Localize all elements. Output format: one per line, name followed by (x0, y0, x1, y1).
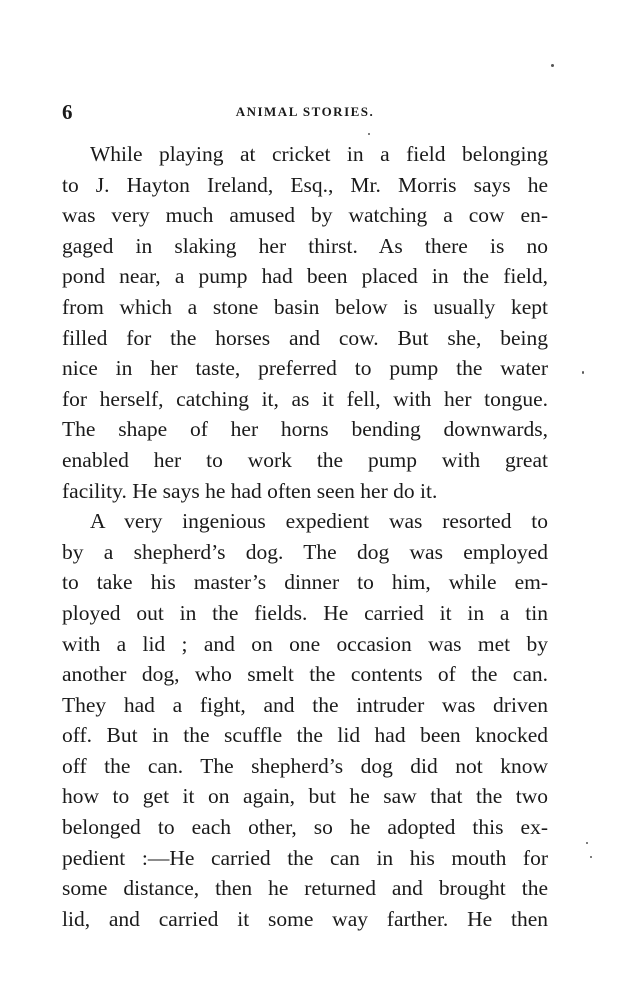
text-line: to take his master’s dinner to him, while em- (62, 570, 548, 595)
text-line: for herself, catching it, as it fell, with her tongue. (62, 386, 548, 411)
print-speck (368, 133, 370, 135)
text-line: was very much amused by watching a cow en- (62, 203, 548, 228)
text-line: pond near, a pump had been placed in the field, (62, 264, 548, 289)
print-speck (590, 856, 592, 858)
text-line: lid, and carried it some way farther. He then (62, 906, 548, 931)
text-line: gaged in slaking her thirst. As there is no (62, 233, 548, 258)
print-speck (582, 371, 584, 374)
text-line: belonged to each other, so he adopted this ex- (62, 815, 548, 840)
text-line: The shape of her horns bending downwards, (62, 417, 548, 442)
text-line: some distance, then he returned and brought the (62, 876, 548, 901)
text-line: ployed out in the fields. He carried it in a tin (62, 600, 548, 625)
running-title: ANIMAL STORIES. (235, 104, 375, 119)
paragraph-cow (62, 139, 548, 506)
text-line: by a shepherd’s dog. The dog was employed (62, 539, 548, 564)
text-line: off the can. The shepherd’s dog did not know (62, 753, 548, 778)
text-line: another dog, who smelt the contents of the can. (62, 662, 548, 687)
print-speck (551, 64, 554, 67)
text-line: enabled her to work the pump with great (62, 447, 548, 472)
text-line: facility. He says he had often seen her do it. (62, 478, 438, 503)
text-line: filled for the horses and cow. But she, being (62, 325, 548, 350)
print-speck (586, 842, 588, 844)
text-line: how to get it on again, but he saw that the two (62, 784, 548, 809)
text-line: nice in her taste, preferred to pump the water (62, 356, 548, 381)
text-line: A very ingenious expedient was resorted to (90, 509, 548, 534)
text-line: They had a fight, and the intruder was driven (62, 692, 548, 717)
page-number: 6 (62, 100, 73, 124)
text-line: off. But in the scuffle the lid had been knocked (62, 723, 548, 748)
text-line: with a lid ; and on one occasion was met by (62, 631, 548, 656)
body-text (62, 139, 548, 934)
text-line: to J. Hayton Ireland, Esq., Mr. Morris says he (62, 172, 548, 197)
text-line: from which a stone basin below is usually kept (62, 294, 548, 319)
paragraph-shepherds-dog (62, 506, 548, 934)
page-header (62, 100, 548, 126)
text-line: pedient :—He carried the can in his mouth for (62, 845, 548, 870)
text-line: While playing at cricket in a field belonging (90, 142, 548, 166)
